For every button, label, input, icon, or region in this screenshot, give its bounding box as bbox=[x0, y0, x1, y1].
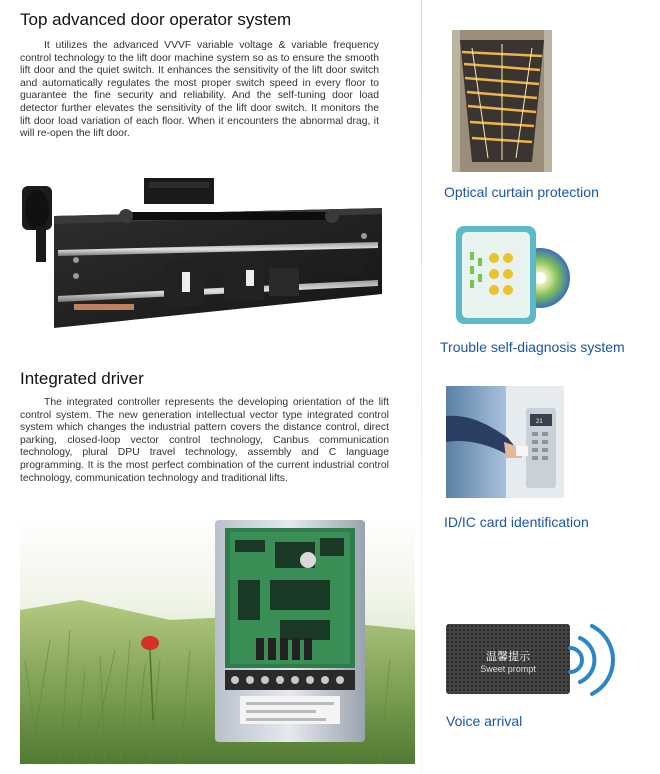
feature-caption-id-card: ID/IC card identification bbox=[444, 514, 589, 530]
optical-curtain-image bbox=[452, 30, 552, 172]
voice-arrival-image bbox=[446, 620, 626, 698]
door-operator-illustration bbox=[14, 176, 386, 334]
id-card-image bbox=[446, 386, 564, 498]
voice-sign-english: Sweet prompt bbox=[480, 664, 536, 674]
integrated-driver-photo bbox=[20, 520, 415, 764]
self-diagnosis-image bbox=[452, 224, 572, 328]
door-operator-heading: Top advanced door operator system bbox=[20, 10, 292, 29]
door-operator-description: It utilizes the advanced VVVF variable voltage & variable frequency control technology to the lift door machine system so as to ensure the smooth lift door and the quiet switch. It enhances the sensitivity of the lift door switch and automatically regulates the most proper switch speed in every floor to guarantee the fine security and reliability. And the self-tuning door load detector further elevates the sensitivity of the lift door switch. It monitors the lift door load variation of each floor. When it encounters the abnormal drag, it will re-open the lift door. bbox=[20, 40, 379, 140]
voice-sign-chinese: 温馨提示 bbox=[486, 650, 530, 663]
feature-caption-voice-arrival: Voice arrival bbox=[446, 713, 523, 729]
floor-display-number: 21 bbox=[536, 419, 543, 425]
integrated-driver-heading: Integrated driver bbox=[20, 369, 144, 388]
integrated-driver-description: The integrated controller represents the developing orientation of the lift control system. The new generation intellectual vector type integrated control system which changes the industrial pattern covers the distance control, direct parking, closed-loop vector control technology, Canbus communication technology, plural DPU travel technology, assembly and C language programming. It is the most perfect combination of the current industrial control technology, communication technology and traditional lifts. bbox=[20, 397, 389, 484]
feature-caption-optical-curtain: Optical curtain protection bbox=[444, 184, 599, 200]
features-column bbox=[422, 0, 660, 774]
feature-caption-self-diagnosis: Trouble self-diagnosis system bbox=[440, 339, 625, 355]
